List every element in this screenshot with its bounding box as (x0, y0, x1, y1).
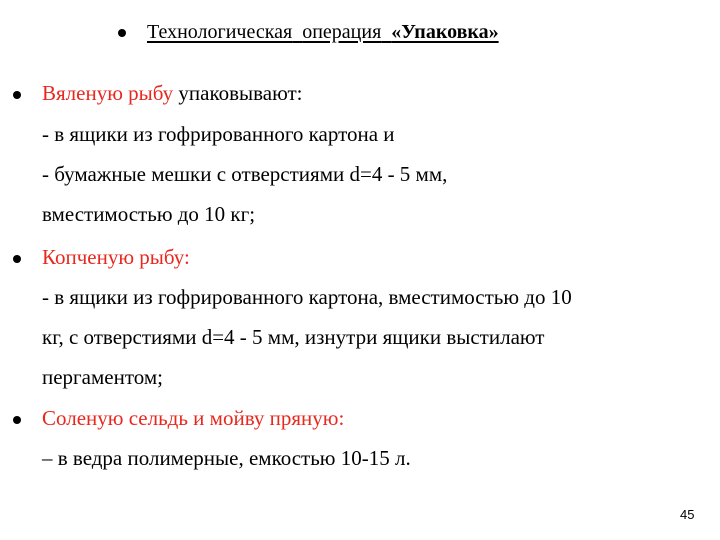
item-1-line-3: вместимостью до 10 кг; (42, 202, 256, 226)
title-word-2: операция (302, 21, 382, 43)
item-2-line-2: кг, с отверстиями d=4 - 5 мм, изнутри ящики выстилают (42, 325, 545, 349)
slide-title (147, 20, 499, 44)
title-word-1: Технологическая (147, 21, 293, 43)
item-1-line-1: - в ящики из гофрированного картона и (42, 122, 395, 146)
item-1-heading (42, 80, 303, 106)
item-1-bullet-icon (13, 91, 21, 99)
item-2-line-1: - в ящики из гофрированного картона, вместимостью до 10 (42, 285, 572, 309)
item-2-bullet-icon (13, 255, 21, 263)
item-1-heading-suffix: упаковывают: (173, 81, 303, 105)
item-2-heading: Копченую рыбу: (42, 245, 190, 269)
item-1-heading-red: Вяленую рыбу (42, 81, 174, 105)
item-1-line-2: - бумажные мешки с отверстиями d=4 - 5 мм, (42, 162, 448, 186)
page-number: 45 (680, 507, 695, 522)
title-word-3: «Упаковка» (391, 21, 499, 43)
title-bullet-icon (118, 29, 126, 37)
item-3-line-1: – в ведра полимерные, емкостью 10-15 л. (42, 446, 411, 470)
item-2-line-3: пергаментом; (42, 365, 163, 389)
item-3-bullet-icon (13, 416, 21, 424)
item-3-heading: Соленую сельдь и мойву пряную: (42, 406, 345, 430)
